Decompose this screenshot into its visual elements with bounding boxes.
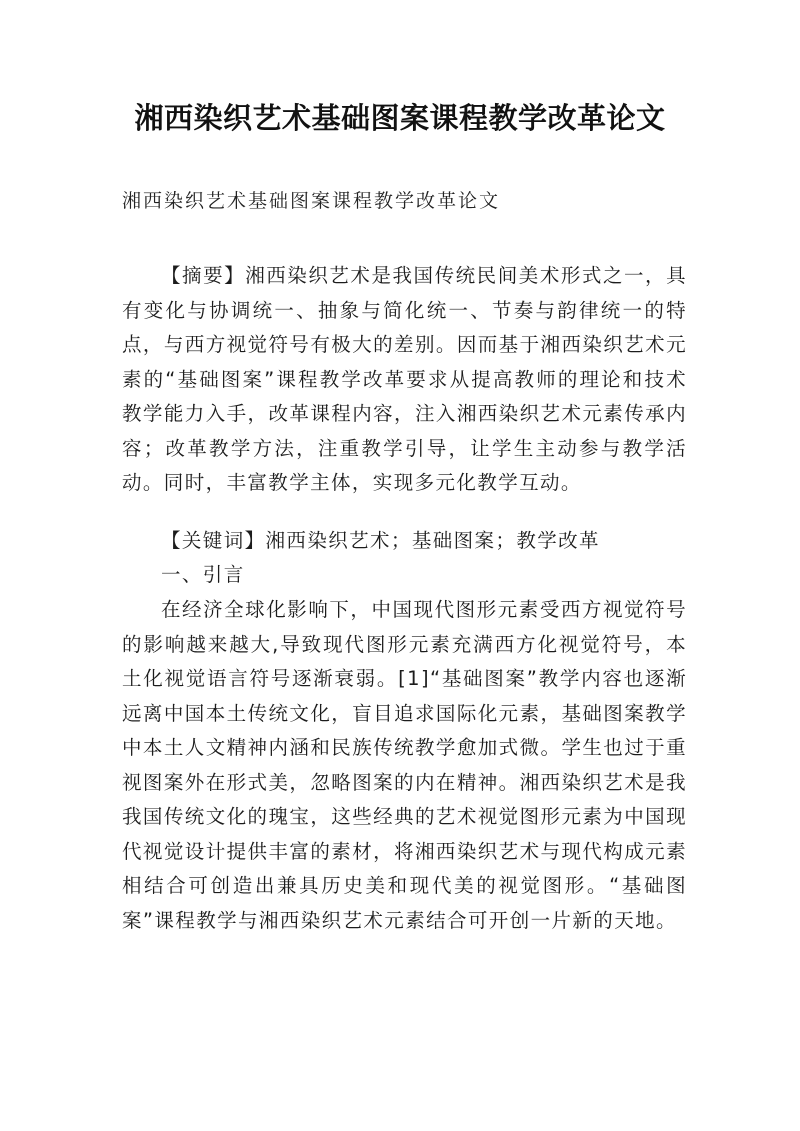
keywords-paragraph xyxy=(122,524,687,559)
section-heading-introduction: 一、引言 xyxy=(161,563,245,586)
abstract-label: 【摘要】 xyxy=(161,264,246,287)
keywords-text: 湘西染织艺术；基础图案；教学改革 xyxy=(265,529,600,552)
abstract-text: 湘西染织艺术是我国传统民间美术形式之一，具有变化与协调统一、抽象与简化统一、节奏与韵律统一的特点，与西方视觉符号有极大的差别。因而基于湘西染织艺术元素的“基础图案”课程教学改革要求从提高教师的理论和技术教学能力入手，改革课程内容，注入湘西染织艺术元素传承内容；改革教学方法，注重教学引导，让学生主动参与教学活动。同时，丰富教学主体，实现多元化教学互动。 xyxy=(122,264,687,494)
abstract-paragraph xyxy=(122,259,687,501)
document-subtitle: 湘西染织艺术基础图案课程教学改革论文 xyxy=(122,190,501,212)
keywords-label: 【关键词】 xyxy=(161,529,266,552)
document-title: 湘西染织艺术基础图案课程教学改革论文 xyxy=(134,101,666,135)
introduction-paragraph: 在经济全球化影响下，中国现代图形元素受西方视觉符号的影响越来越大,导致现代图形元素充满西方化视觉符号，本土化视觉语言符号逐渐衰弱。[1]“基础图案”教学内容也逐渐远离中国本土传统文化，盲目追求国际化元素，基础图案教学中本土人文精神内涵和民族传统教学愈加式微。学生也过于重视图案外在形式美，忽略图案的内在精神。湘西染织艺术是我我国传统文化的瑰宝，这些经典的艺术视觉图形元素为中国现代视觉设计提供丰富的素材，将湘西染织艺术与现代构成元素相结合可创造出兼具历史美和现代美的视觉图形。“基础图案”课程教学与湘西染织艺术元素结合可开创一片新的天地。 xyxy=(122,598,687,932)
